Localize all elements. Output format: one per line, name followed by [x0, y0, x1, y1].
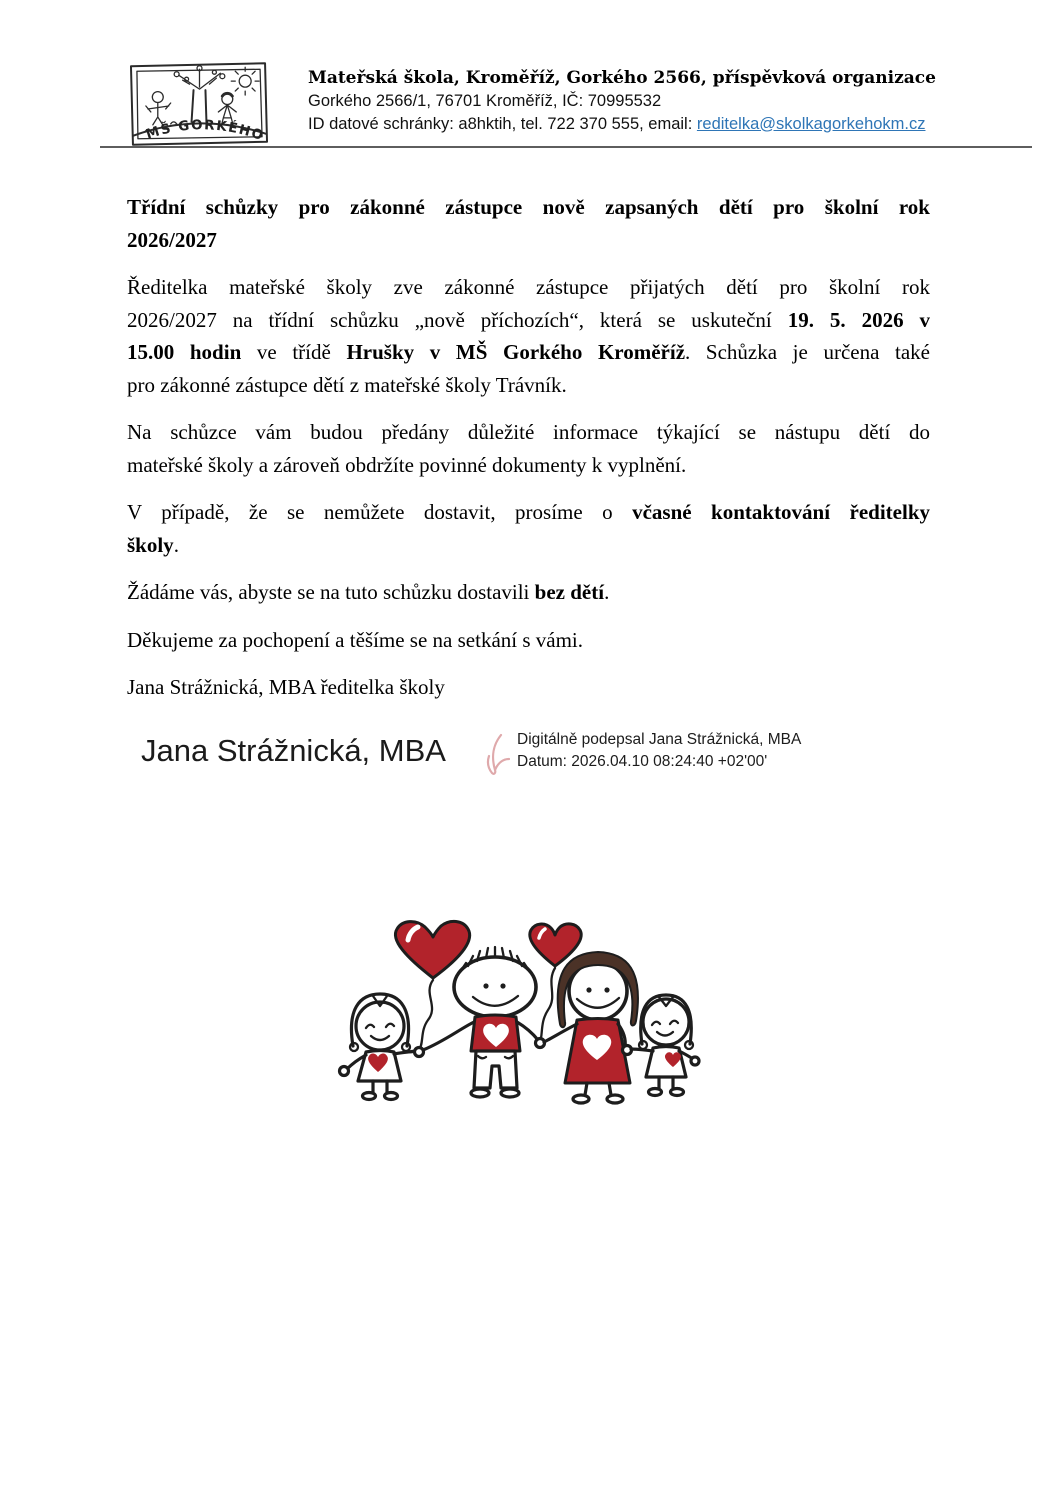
email-link[interactable]: reditelka@skolkagorkehokm.cz [696, 114, 926, 133]
girl-figure-left [340, 994, 417, 1100]
text-line: Děkujeme za pochopení a těšíme se na setkání s vámi. [127, 627, 584, 652]
balloon-string-right [540, 968, 555, 1042]
paragraph-invitation [127, 271, 930, 401]
sun-icon [231, 67, 259, 95]
paragraph-no-children [127, 576, 930, 609]
text-line: V případě, že se nemůžete dostavit, prosíme o včasné kontaktování ředitelky [127, 500, 931, 524]
document-title [127, 191, 930, 256]
text-line: 2026/2027 na třídní schůzku „nově příchozích“, která se uskuteční 19. 5. 2026 v [127, 307, 930, 332]
letterhead [308, 67, 936, 135]
text-line: Jana Strážnická, MBA ředitelka školy [127, 675, 445, 699]
digital-signature-line2: Datum: 2026.04.10 08:24:40 +02'00' [517, 752, 768, 770]
balloon-string-left [419, 980, 433, 1050]
digital-signature-block [486, 729, 801, 777]
text-line: Na schůzce vám budou předány důležité informace týkající se nástupu dětí do [127, 420, 930, 444]
school-logo [127, 60, 271, 148]
digital-signature-text [517, 729, 801, 772]
org-address: Gorkého 2566/1, 76701 Kroměříž, IČ: 70995532 [308, 92, 662, 110]
text-line: 15.00 hodin ve třídě Hrušky v MŠ Gorkého Kroměříž. Schůzka je určena také [127, 340, 931, 364]
signature-name: Jana Strážnická, MBA [141, 733, 446, 768]
logo-hill-text: MŠ GORKÉHO [144, 118, 267, 145]
joined-hand-left [415, 1048, 424, 1057]
text-line: Ředitelka mateřské školy zve zákonné zástupce přijatých dětí pro školní rok [127, 275, 930, 299]
girl-figure-right [631, 995, 699, 1096]
letter-body [127, 191, 930, 719]
adobe-signature-icon [486, 733, 510, 777]
text-line: mateřské školy a zároveň obdržíte povinné dokumenty k vyplnění. [127, 452, 687, 477]
tree-icon [174, 66, 225, 122]
paragraph-information [127, 416, 930, 481]
text-line: pro zákonné zástupce dětí z mateřské školy Trávník. [127, 372, 567, 397]
heart-balloon-left [395, 921, 469, 978]
text-line: Žádáme vás, abyste se na tuto schůzku dostavili bez dětí. [127, 580, 610, 604]
digital-signature-line1: Digitálně podepsal Jana Strážnická, MBA [517, 731, 802, 748]
hand [691, 1057, 699, 1065]
header-divider [100, 146, 1032, 148]
paragraph-contact-request [127, 496, 930, 561]
family-illustration [247, 788, 812, 1253]
org-contact [308, 113, 936, 136]
text-line: 2026/2027 [127, 227, 217, 252]
text-line: Třídní schůzky pro zákonné zástupce nově zapsaných dětí pro školní rok [127, 195, 930, 219]
text-line: školy. [127, 532, 179, 557]
paragraph-thanks [127, 624, 930, 657]
org-name: Mateřská škola, Kroměříž, Gorkého 2566, příspěvková organizace [308, 68, 936, 88]
mother-figure [544, 952, 638, 1103]
paragraph-signoff [127, 671, 930, 704]
contact-prefix: ID datové schránky: a8hktih, tel. 722 370 555, email: [308, 114, 697, 133]
